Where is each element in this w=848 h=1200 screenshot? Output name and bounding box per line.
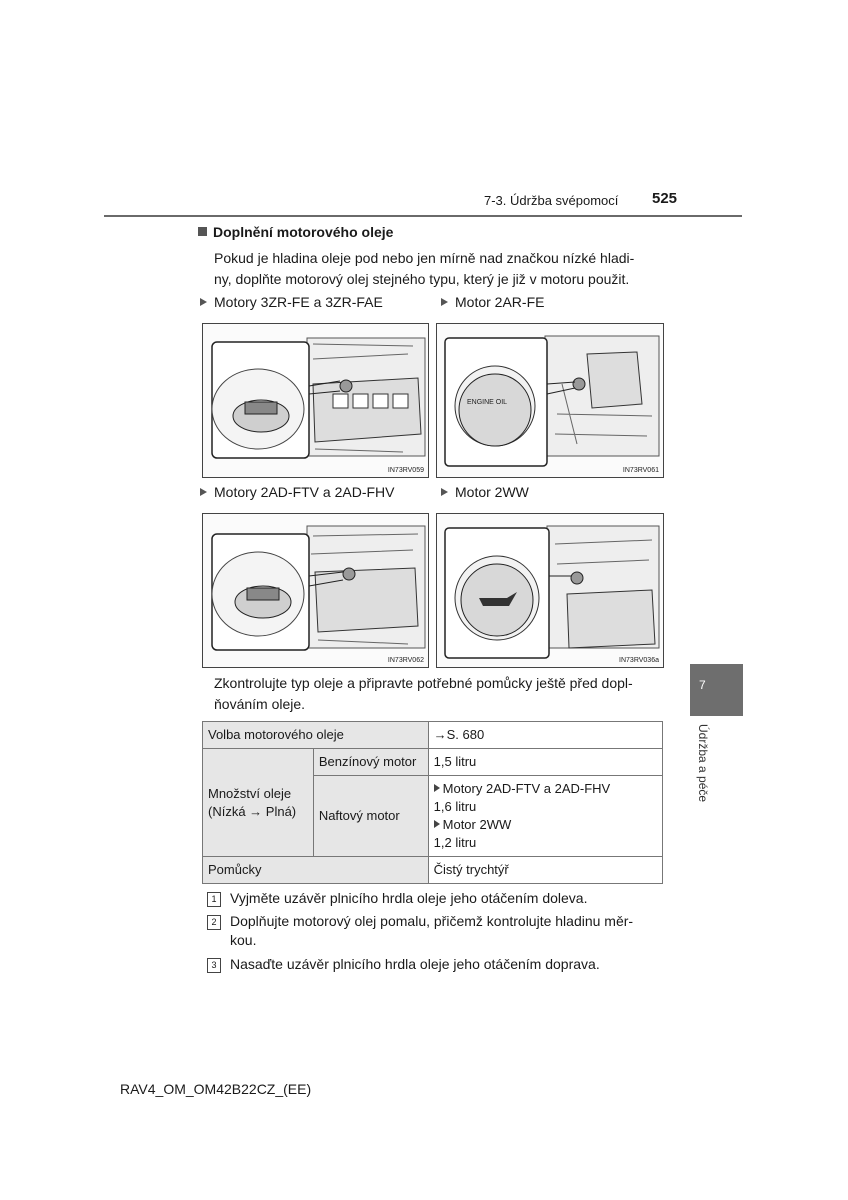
step-3: 3 Nasaďte uzávěr plnicího hrdla oleje jeho otáčením doprava.: [207, 955, 600, 974]
page-number: 525: [652, 190, 678, 207]
engine-illustration-3zr: [203, 324, 428, 477]
oil-selection-label: Volba motorového oleje: [203, 722, 429, 749]
cap-engine-oil-label: ENGINE OIL: [467, 399, 508, 406]
step-number: 2: [207, 915, 221, 930]
oil-spec-table: [202, 721, 663, 884]
diesel-engine-label: Naftový motor: [313, 776, 428, 857]
figure-engine-2ww: [436, 513, 664, 668]
engine-illustration-2ar: [437, 324, 663, 477]
check-line-1: Zkontrolujte typ oleje a připravte potřebné pomůcky ještě před dopl-: [214, 675, 633, 691]
engine-illustration-2ad: [203, 514, 428, 667]
section-heading: [198, 224, 393, 240]
triangle-bullet-icon: [441, 488, 448, 496]
table-row: [203, 857, 663, 884]
triangle-bullet-icon: [434, 784, 440, 792]
engine-illustration-2ww: [437, 514, 663, 667]
figure-engine-3zr: [202, 323, 429, 478]
tools-label: Pomůcky: [203, 857, 429, 884]
tools-value: Čistý trychtýř: [428, 857, 662, 884]
heading-text: Doplnění motorového oleje: [213, 224, 394, 240]
figure-caption-4: Motor 2WW: [441, 484, 529, 500]
figure-caption-2: Motor 2AR-FE: [441, 294, 544, 310]
figure-engine-2ad: [202, 513, 429, 668]
figure-code-2: IN73RV061: [622, 467, 659, 474]
triangle-bullet-icon: [434, 820, 440, 828]
figure-engine-2ar: [436, 323, 664, 478]
square-bullet-icon: [198, 227, 207, 236]
diesel-engine-values: Motory 2AD-FTV a 2AD-FHV 1,6 litru Motor 2WW 1,2 litru: [428, 776, 662, 857]
petrol-engine-value: 1,5 litru: [428, 749, 662, 776]
step-number: 1: [207, 892, 221, 907]
header-rule: [104, 215, 742, 217]
chapter-tab: [690, 664, 743, 716]
table-row: [203, 749, 663, 776]
triangle-bullet-icon: [200, 298, 207, 306]
document-code: RAV4_OM_OM42B22CZ_(EE): [120, 1081, 312, 1097]
figure-code-1: IN73RV059: [387, 467, 424, 474]
petrol-engine-label: Benzínový motor: [313, 749, 428, 776]
check-line-2: ňováním oleje.: [214, 696, 306, 712]
figure-caption-1: Motory 3ZR-FE a 3ZR-FAE: [200, 294, 383, 310]
figure-code-4: IN73RV036a: [619, 657, 659, 664]
oil-selection-link[interactable]: →S. 680: [428, 722, 662, 749]
step-2: 2 Doplňujte motorový olej pomalu, přičemž kontrolujte hladinu měr-: [207, 912, 633, 931]
step-number: 3: [207, 958, 221, 973]
step-1: 1 Vyjměte uzávěr plnicího hrdla oleje jeho otáčením doleva.: [207, 889, 587, 908]
section-title: 7-3. Údržba svépomocí: [484, 193, 619, 208]
figure-code-3: IN73RV062: [387, 657, 424, 664]
triangle-bullet-icon: [441, 298, 448, 306]
figure-caption-3: Motory 2AD-FTV a 2AD-FHV: [200, 484, 394, 500]
chapter-label: Údržba a péče: [696, 724, 710, 803]
step-2-continuation: kou.: [230, 932, 257, 948]
table-row: [203, 722, 663, 749]
oil-amount-label: Množství oleje (Nízká → Plná): [203, 749, 314, 857]
intro-line-2: ny, doplňte motorový olej stejného typu, který je již v motoru použit.: [214, 271, 630, 287]
triangle-bullet-icon: [200, 488, 207, 496]
intro-line-1: Pokud je hladina oleje pod nebo jen mírně nad značkou nízké hladi-: [214, 250, 635, 266]
chapter-number: 7: [699, 678, 706, 692]
